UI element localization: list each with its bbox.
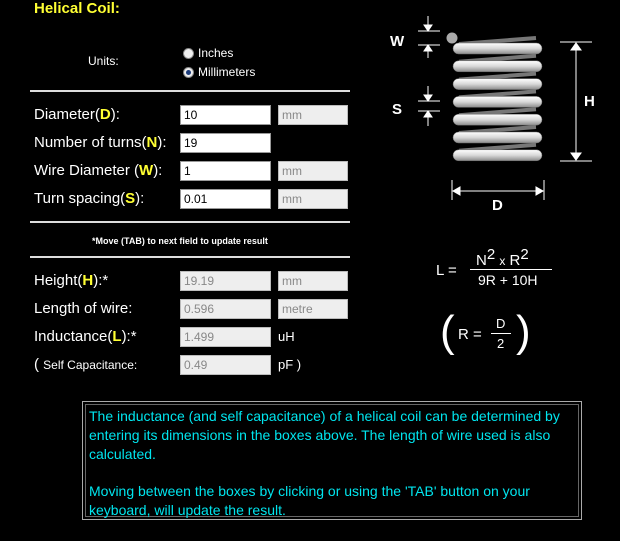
- info-box: [82, 401, 582, 520]
- wire-diameter-input[interactable]: [180, 161, 271, 181]
- coil-turn: [453, 61, 542, 72]
- divider: [30, 256, 350, 258]
- spacing-input[interactable]: [180, 189, 271, 209]
- units-option-inches[interactable]: [183, 46, 233, 60]
- page-title: Helical Coil:: [34, 0, 120, 17]
- capacitance-label: ( Self Capacitance:: [34, 356, 138, 373]
- capacitance-unit: pF ): [278, 357, 302, 372]
- formula-numerator: $N^2$ x $R^2$: [476, 246, 529, 269]
- inches-radio[interactable]: [183, 48, 194, 59]
- coil-turn: [453, 132, 542, 143]
- spacing-label: Turn spacing(S):: [34, 190, 145, 207]
- wire-length-label: Length of wire:: [34, 300, 133, 317]
- formula-denominator: 9R + 10H: [478, 272, 538, 288]
- coil-turns: [447, 33, 543, 161]
- capacitance-output: [180, 355, 271, 375]
- left-paren: (: [440, 307, 455, 356]
- coil-turn: [453, 43, 542, 54]
- height-unit: mm: [278, 271, 348, 291]
- millimeters-radio[interactable]: [183, 67, 194, 78]
- wire-length-output: [180, 299, 271, 319]
- wire-dimension-marker: [418, 16, 440, 58]
- height-output: [180, 271, 271, 291]
- coil-turn: [453, 114, 542, 125]
- coil-turn: [453, 150, 542, 161]
- right-paren: ): [516, 307, 531, 356]
- divider: [30, 221, 350, 223]
- info-paragraph-1: The inductance (and self capacitance) of a helical coil can be determined by entering its dimensions in the boxes above. The length of wire used is also calculated.: [89, 408, 560, 462]
- inductance-unit: uH: [278, 329, 295, 344]
- wire-length-unit: metre: [278, 299, 348, 319]
- fraction-bar: [470, 269, 552, 270]
- r-fraction-bar: [491, 333, 511, 334]
- divider: [30, 90, 350, 92]
- w-label: W: [390, 33, 405, 50]
- coil-turn: [453, 96, 542, 107]
- wire-diameter-label: Wire Diameter (W):: [34, 162, 163, 179]
- wire-diameter-unit: mm: [278, 161, 348, 181]
- spacing-unit: mm: [278, 189, 348, 209]
- tab-note: *Move (TAB) to next field to update result: [92, 236, 268, 246]
- inches-label: Inches: [198, 46, 234, 60]
- units-option-millimeters[interactable]: [183, 65, 255, 79]
- d-label: D: [492, 197, 503, 214]
- diameter-label: Diameter(D):: [34, 106, 120, 123]
- l-equals: L =: [436, 262, 457, 279]
- diameter-input[interactable]: [180, 105, 271, 125]
- info-paragraph-2: Moving between the boxes by clicking or using the 'TAB' button on your keyboard, will update the result.: [89, 483, 530, 518]
- turns-input[interactable]: [180, 133, 271, 153]
- height-label: Height(H):*: [34, 272, 109, 289]
- turns-label: Number of turns(N):: [34, 134, 167, 151]
- units-label: Units:: [88, 54, 119, 68]
- coil-diagram: [380, 10, 610, 220]
- inductance-output: [180, 327, 271, 347]
- s-label: S: [392, 101, 403, 118]
- h-label: H: [584, 93, 595, 110]
- diameter-unit: mm: [278, 105, 348, 125]
- r-denominator: 2: [497, 336, 505, 351]
- spacing-dimension-marker: [418, 86, 440, 126]
- coil-turn: [453, 79, 542, 90]
- r-equals: R =: [458, 326, 482, 343]
- millimeters-label: Millimeters: [198, 65, 256, 79]
- r-numerator: D: [496, 316, 506, 331]
- wire-end: [447, 33, 458, 44]
- inductance-label: Inductance(L):*: [34, 328, 137, 345]
